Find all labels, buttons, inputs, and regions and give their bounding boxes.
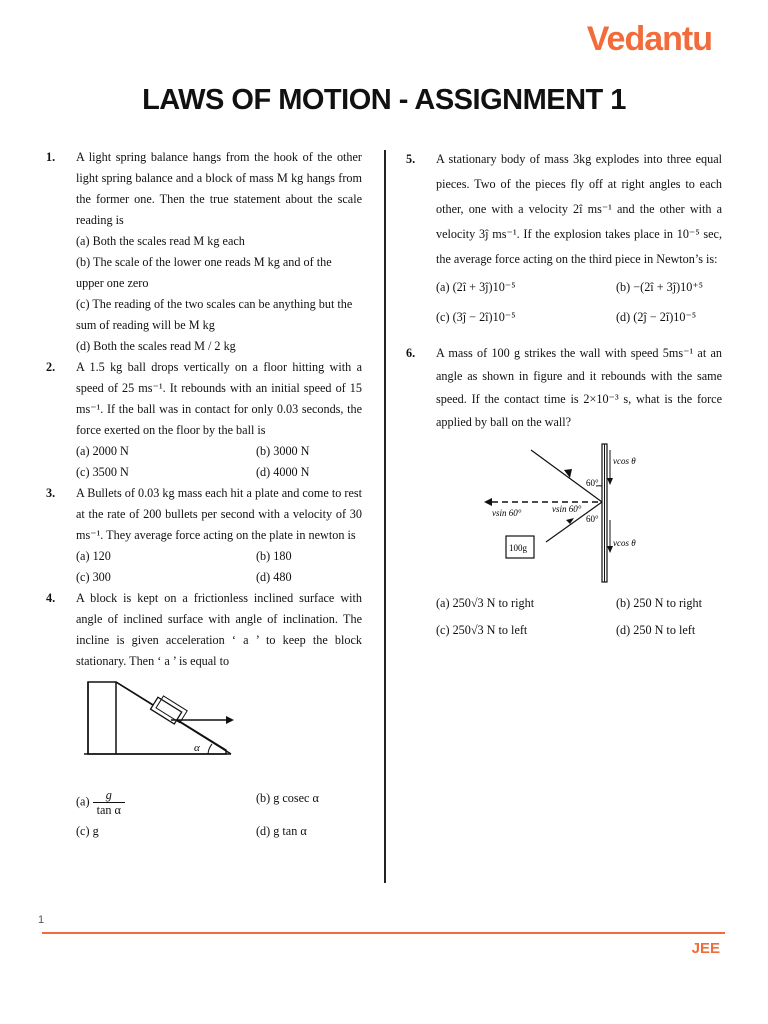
question-text: A light spring balance hangs from the hook of the other light spring balance and a block of mass M kg hangs from the former one. Then the true statement about the scale reading is [76,150,362,227]
footer-divider [42,932,725,934]
question-text: A mass of 100 g strikes the wall with speed 5ms⁻¹ at an angle as shown in figure and it rebounds with the same speed. If the contact time is 2×10⁻³ s, what is the force applied by ball on the wall? [436,346,722,429]
question-number: 6. [406,346,416,360]
option-a: (a) $\frac{g}{\text{tan α}}$ [76,788,256,817]
option: (a) (2î + 3ĵ)10⁻⁵ [436,280,516,294]
question-text: A Bullets of 0.03 kg mass each hit a plate and come to rest at the rate of 200 bullets per second with a velocity of 30 ms⁻¹. They average force acting on the plate in newton is [76,486,362,542]
question-1 [46,147,362,357]
svg-text:vcos θ: vcos θ [613,538,636,548]
option: (b) 180 [256,549,292,563]
question-number: 3. [46,486,56,500]
option: (d) g tan α [256,824,307,838]
option: (a) 120 [76,549,111,563]
svg-text:60°: 60° [586,514,599,524]
option: (c) 250√3 N to left [436,623,528,637]
page-title: LAWS OF MOTION - ASSIGNMENT 1 [142,84,626,116]
column-divider [384,150,386,883]
question-2 [46,357,362,483]
alpha-label: α [194,742,200,754]
wall-collision-diagram [436,440,722,590]
option: (c) (3ĵ − 2î)10⁻⁵ [436,310,516,324]
question-5 [406,147,722,332]
option: (b) g cosec α [256,791,319,805]
option: (c) The reading of the two scales can be anything but the sum of reading will be M kg [76,297,353,332]
fraction: $\frac{g}{\text{tan α}}$ [93,788,125,817]
option: (d) (2ĵ − 2î)10⁻⁵ [616,310,697,324]
left-column [46,147,362,842]
vedantu-logo: Vedantu [586,20,712,58]
option: (d) 4000 N [256,465,310,479]
page-number: 1 [38,914,45,926]
svg-text:vsin 60°: vsin 60° [492,508,522,518]
right-column [406,147,722,644]
question-number: 1. [46,150,56,164]
option: (a) Both the scales read M kg each [76,234,245,248]
question-number: 2. [46,360,56,374]
inclined-plane-diagram [76,672,276,782]
option: (c) 3500 N [76,465,129,479]
svg-text:vsin 60°: vsin 60° [552,504,582,514]
option: (b) 3000 N [256,444,310,458]
options-grid [76,441,362,483]
question-text: A 1.5 kg ball drops vertically on a floor hitting with a speed of 25 ms⁻¹. It rebounds with an initial speed of 15 ms⁻¹. If the ball was in contact for only 0.03 seconds, the force exerted on the floor by the ball is [76,360,362,437]
question-4 [46,588,362,842]
jee-tag: JEE [691,940,720,957]
option: (a) 2000 N [76,444,129,458]
options-grid [436,272,722,332]
option: (b) −(2î + 3ĵ)10⁺⁵ [616,280,704,294]
question-number: 4. [46,591,56,605]
svg-text:100g: 100g [509,543,527,553]
option: (c) 300 [76,570,111,584]
question-text: A block is kept on a frictionless inclined surface with angle of inclined surface with angle of inclination. The incline is given acceleration ‘ a ’ to keep the block stationary. Then ‘ a ’ is equal to [76,591,362,668]
option: (c) g [76,824,99,838]
option: (b) 250 N to right [616,596,702,610]
svg-text:60°: 60° [586,478,599,488]
option: (a) 250√3 N to right [436,596,535,610]
options-grid [76,788,362,842]
option: (b) The scale of the lower one reads M kg and of the upper one zero [76,255,332,290]
svg-text:vcos θ: vcos θ [613,456,636,466]
options-grid [436,590,722,644]
option: (d) Both the scales read M / 2 kg [76,339,236,353]
option: (d) 250 N to left [616,623,696,637]
question-3 [46,483,362,588]
option: (d) 480 [256,570,292,584]
question-text: A stationary body of mass 3kg explodes into three equal pieces. Two of the pieces fly off at right angles to each other, one with a velocity 2î ms⁻¹ and the other with a velocity 3ĵ ms⁻¹. If the explosion takes place in 10⁻⁵ sec, the average force acting on the third piece in Newton’s is: [436,152,722,266]
options-grid [76,546,362,588]
question-number: 5. [406,152,416,166]
question-6 [406,342,722,644]
